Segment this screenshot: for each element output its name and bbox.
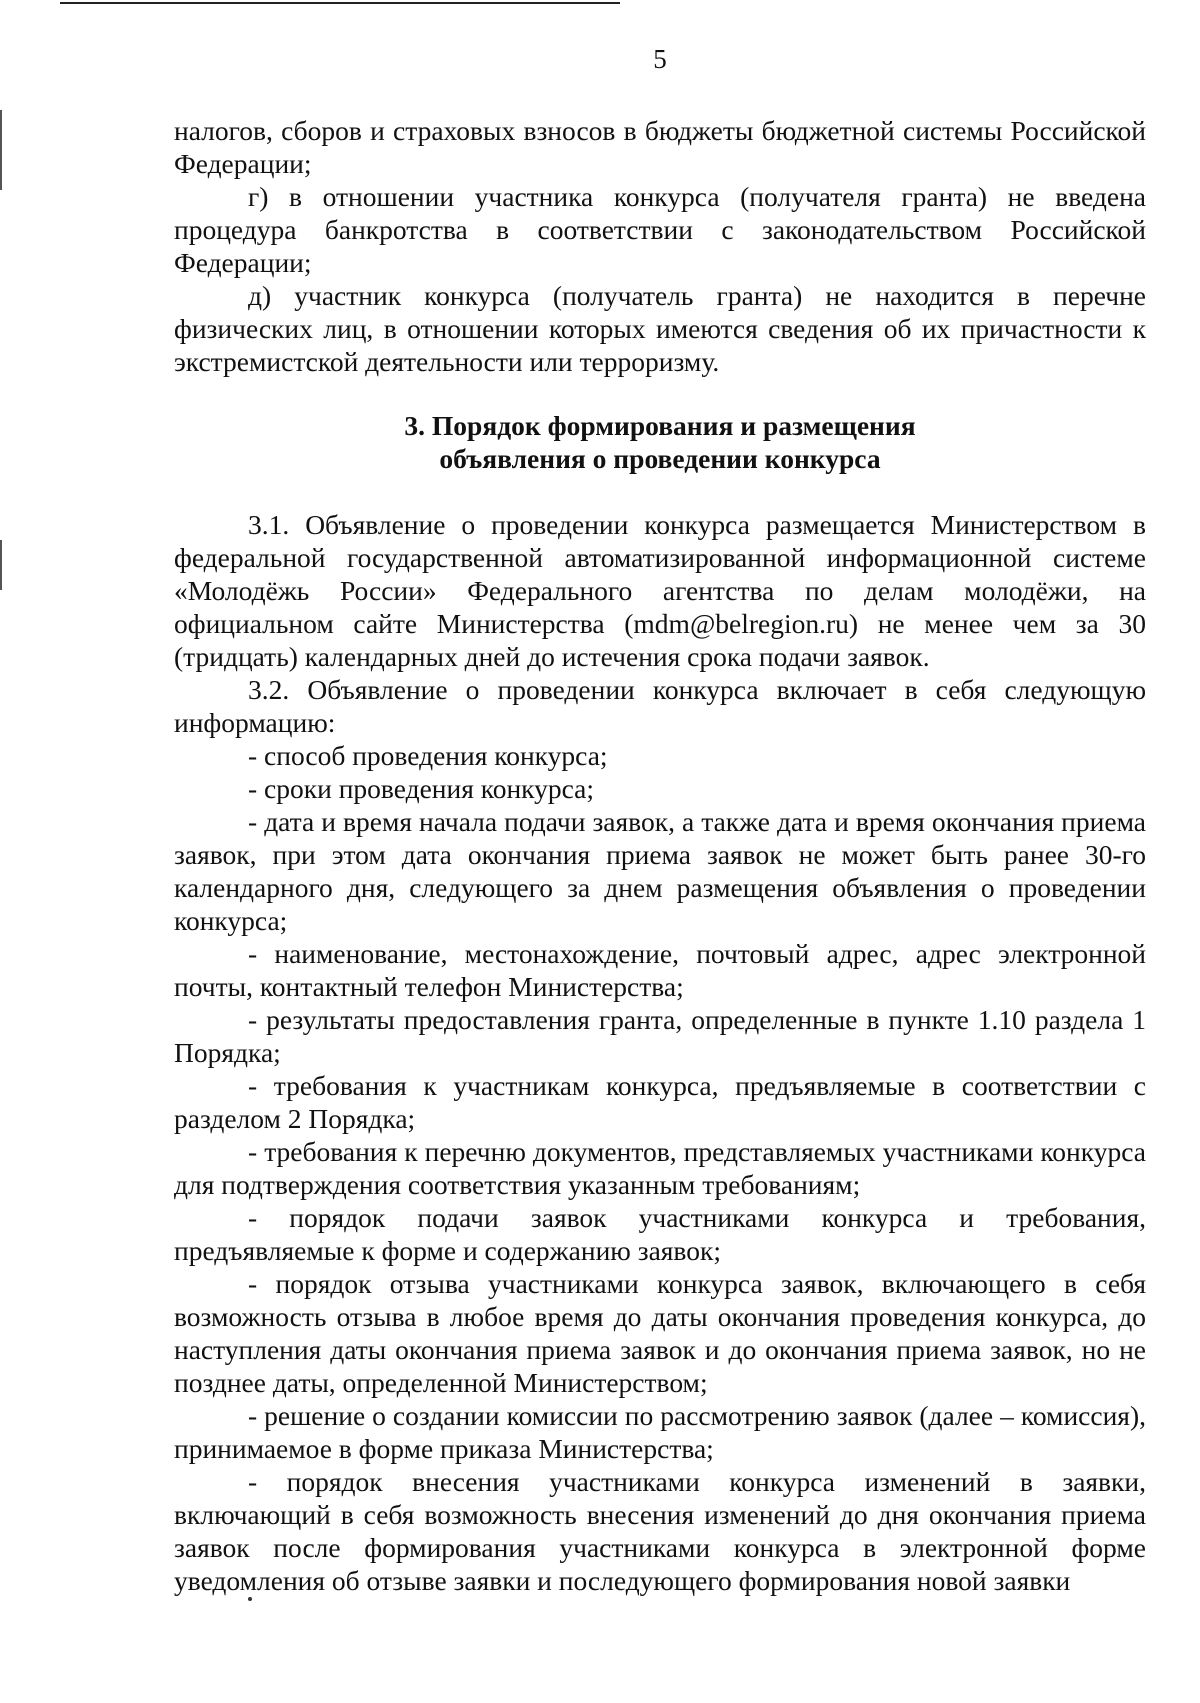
scan-edge-mark <box>0 110 2 190</box>
list-item: - порядок подачи заявок участниками конкурса и требования, предъявляемые к форме и содержанию заявок; <box>174 1202 1146 1266</box>
paragraph-item-g: г) в отношении участника конкурса (получателя гранта) не введена процедура банкротства в соответствии с законодательством Российской Федерации; <box>174 181 1146 278</box>
paragraph-continuation: налогов, сборов и страховых взносов в бюджеты бюджетной системы Российской Федерации; <box>174 115 1146 179</box>
section-heading-line: объявления о проведении конкурса <box>439 443 881 474</box>
list-item: - требования к перечню документов, представляемых участниками конкурса для подтверждения соответствия указанным требованиям; <box>174 1136 1146 1200</box>
scan-artifact-dot <box>248 1597 252 1601</box>
list-item: - требования к участникам конкурса, предъявляемые в соответствии с разделом 2 Порядка; <box>174 1070 1146 1134</box>
page-number: 5 <box>653 44 667 74</box>
list-item: - результаты предоставления гранта, определенные в пункте 1.10 раздела 1 Порядка; <box>174 1004 1146 1068</box>
scan-top-rule <box>60 2 620 4</box>
document-body <box>174 114 1146 1597</box>
paragraph-3-1: 3.1. Объявление о проведении конкурса размещается Министерством в федеральной государственной автоматизированной информационной системе «Молодёжь России» Федерального агентства по делам молодёжи, на официальном сайте Министерства (mdm@belregion.ru) не менее чем за 30 (тридцать) календарных дней до истечения срока подачи заявок. <box>174 509 1146 672</box>
list-item: - порядок отзыва участниками конкурса заявок, включающего в себя возможность отзыва в любое время до даты окончания проведения конкурса, до наступления даты окончания приема заявок и до окончания приема заявок, но не позднее даты, определенной Министерством; <box>174 1268 1146 1398</box>
scan-edge-mark <box>0 540 2 590</box>
paragraph-item-d: д) участник конкурса (получатель гранта) не находится в перечне физических лиц, в отношении которых имеются сведения об их причастности к экстремистской деятельности или терроризму. <box>174 280 1146 377</box>
list-item: - решение о создании комиссии по рассмотрению заявок (далее – комиссия), принимаемое в форме приказа Министерства; <box>174 1400 1146 1464</box>
paragraph-3-2: 3.2. Объявление о проведении конкурса включает в себя следующую информацию: <box>174 674 1146 738</box>
list-item: - порядок внесения участниками конкурса изменений в заявки, включающий в себя возможность внесения изменений до дня окончания приема заявок после формирования участниками конкурса в электронной форме уведомления об отзыве заявки и последующего формирования новой заявки <box>174 1466 1146 1596</box>
list-item: - способ проведения конкурса; <box>248 740 608 771</box>
section-heading <box>174 409 1146 475</box>
list-item: - сроки проведения конкурса; <box>248 773 595 804</box>
section-heading-line: 3. Порядок формирования и размещения <box>404 410 916 441</box>
list-item: - дата и время начала подачи заявок, а также дата и время окончания приема заявок, при этом дата окончания приема заявок не может быть ранее 30-го календарного дня, следующего за днем размещения объявления о проведении конкурса; <box>174 806 1146 936</box>
list-item: - наименование, местонахождение, почтовый адрес, адрес электронной почты, контактный телефон Министерства; <box>174 938 1146 1002</box>
